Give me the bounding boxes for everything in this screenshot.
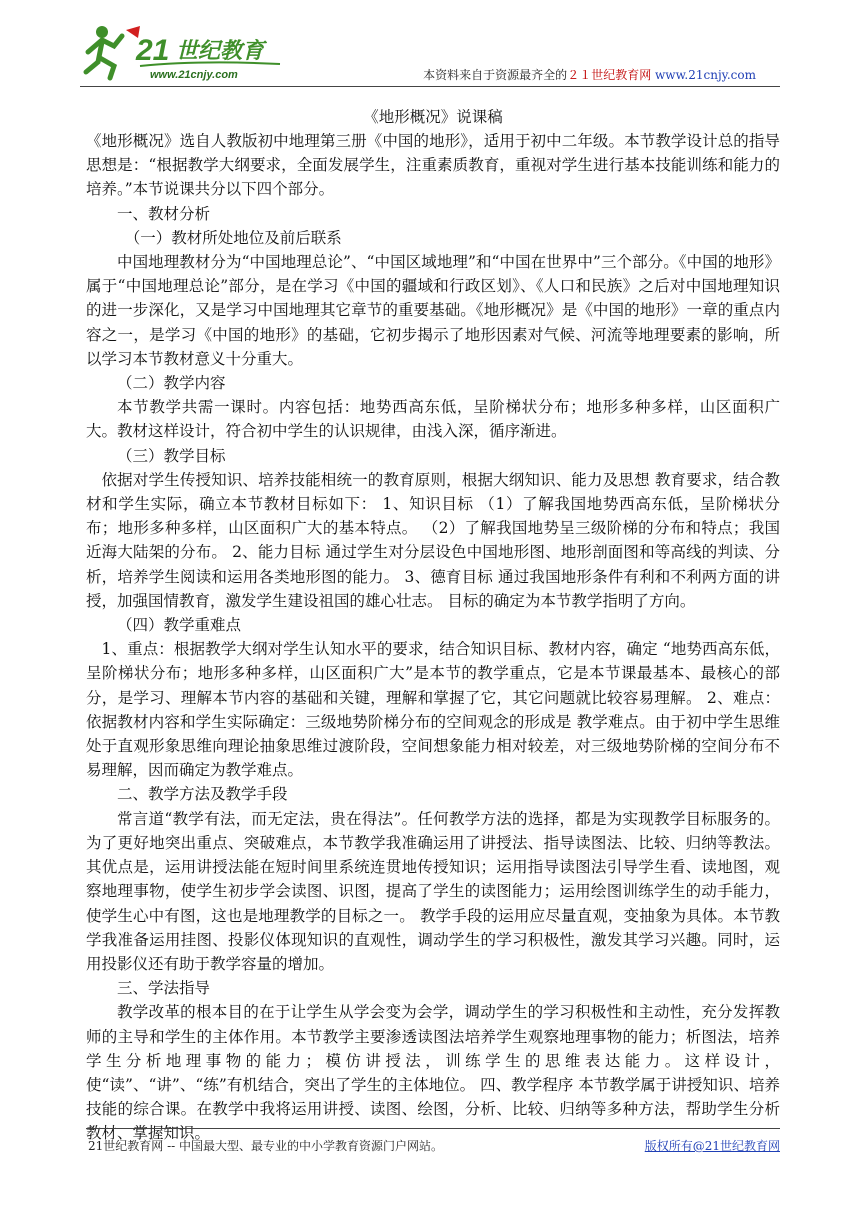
header-site-name[interactable]: ２１世纪教育网	[567, 68, 652, 82]
section-heading: 二、教学方法及教学手段	[117, 785, 288, 804]
header-site-url[interactable]: www.21cnjy.com	[655, 68, 756, 82]
page-header	[80, 22, 780, 92]
body-paragraph: 常言道“教学有法，而无定法，贵在得法”。任何教学方法的选择，都是为实现教学目标服务的。为了更好地突出重点、突破难点，本节教学我准确运用了讲授法、指导读图法、比较、归纳等教法。其优点是，运用讲授法能在短时间里系统连贯地传授知识；运用指导读图法引导学生看、读地图，观察地理事物，使学生初步学会读图、识图，提高了学生的读图能力；运用绘图训练学生的动手能力，使学生心中有图，这也是地理教学的目标之一。 教学手段的运用应尽量直观，变抽象为具体。本节教学我准备运用挂图、投影仪体现知识的直观性，调动学生的学习积极性，激发其学习兴趣。同时，运用投影仪还有助于教学容量的增加。	[86, 809, 780, 973]
header-divider	[80, 86, 780, 87]
body-paragraph: 依据对学生传授知识、培养技能相统一的教育原则，根据大纲知识、能力及思想 教育要求，结合教材和学生实际，确立本节教材目标如下： 1、知识目标 （1）了解我国地势西高东低，呈阶梯状分布；地形多种多样，山区面积广大的基本特点。 （2）了解我国地势呈三级阶梯的分布和特点；我国近海大陆架的分布。 2、能力目标 通过学生对分层设色中国地形图、地形剖面图和等高线的判读、分析，培养学生阅读和运用各类地形图的能力。 3、德育目标 通过我国地形条件有利和不利两方面的讲授，加强国情教育，激发学生建设祖国的雄心壮志。 目标的确定为本节教学指明了方向。	[86, 470, 780, 610]
subsection-heading: （四）教学重难点	[117, 616, 242, 635]
body-paragraph: 中国地理教材分为“中国地理总论”、“中国区域地理”和“中国在世界中”三个部分。《中国的地形》属于“中国地理总论”部分，是在学习《中国的疆域和行政区划》、《人口和民族》之后对中国地理知识的进一步深化，又是学习中国地理其它章节的重要基础。《地形概况》是《中国的地形》一章的重点内容之一，是学习《中国的地形》的基础，它初步揭示了地形因素对气候、河流等地理要素的影响，所以学习本节教材意义十分重大。	[86, 253, 780, 368]
svg-text:世纪教育: 世纪教育	[176, 39, 265, 64]
body-paragraph: 本节教学共需一课时。内容包括：地势西高东低，呈阶梯状分布；地形多种多样，山区面积广大。教材这样设计，符合初中学生的认识规律，由浅入深，循序渐进。	[86, 398, 780, 441]
section-heading: 一、教材分析	[117, 204, 211, 223]
subsection-heading: （三）教学目标	[117, 446, 226, 465]
page-footer	[86, 1128, 780, 1153]
intro-paragraph: 《地形概况》选自人教版初中地理第三册《中国的地形》，适用于初中二年级。本节教学设计总的指导思想是：“根据教学大纲要求，全面发展学生，注重素质教育，重视对学生进行基本技能训练和能力的培养。”本节说课共分以下四个部分。	[86, 132, 780, 199]
subsection-heading: （二）教学内容	[117, 374, 226, 393]
logo-number: 21	[136, 34, 170, 67]
subsection-heading: （一）教材所处地位及前后联系	[124, 228, 342, 247]
document-title: 《地形概况》说课稿	[363, 108, 503, 126]
body-paragraph: 1、重点：根据教学大纲对学生认知水平的要求，结合知识目标、教材内容，确定 “地势西高东低，呈阶梯状分布；地形多种多样，山区面积广大”是本节的教学重点，它是本节课最基本、最核心的部分，是学习、理解本节内容的基础和关键，理解和掌握了它，其它问题就比较容易理解。 2、难点：依据教材内容和学生实际确定：三级地势阶梯分布的空间观念的形成是 教学难点。由于初中学生思维处于直观形象思维向理论抽象思维过渡阶段，空间想象能力相对较差，对三级地势阶梯的空间分布不易理解，因而确定为教学难点。	[86, 640, 780, 780]
header-note	[423, 66, 756, 83]
logo-url: www.21cnjy.com	[150, 69, 238, 81]
document-body	[86, 105, 780, 1146]
site-logo[interactable]	[80, 22, 290, 84]
footer-copyright-link[interactable]: 版权所有@21世纪教育网	[644, 1139, 780, 1153]
footer-tagline: 21世纪教育网 -- 中国最大型、最专业的中小学教育资源门户网站。	[88, 1139, 444, 1153]
section-heading: 三、学法指导	[117, 979, 211, 998]
logo-graphic	[80, 22, 290, 84]
body-paragraph: 教学改革的根本目的在于让学生从学会变为会学，调动学生的学习积极性和主动性，充分发挥教师的主导和学生的主体作用。本节教学主要渗透读图法培养学生观察地理事物的能力；析图法，培养学生分析地理事物的能力；模仿讲授法，训练学生的思维表达能力。这样设计，使“读”、“讲”、“练”有机结合，突出了学生的主体地位。 四、教学程序 本节教学属于讲授知识、培养技能的综合课。在教学中我将运用讲授、读图、绘图，分析、比较、归纳等多种方法，帮助学生分析教材、掌握知识。	[86, 1003, 780, 1143]
header-note-prefix: 本资料来自于资源最齐全的	[423, 68, 568, 82]
